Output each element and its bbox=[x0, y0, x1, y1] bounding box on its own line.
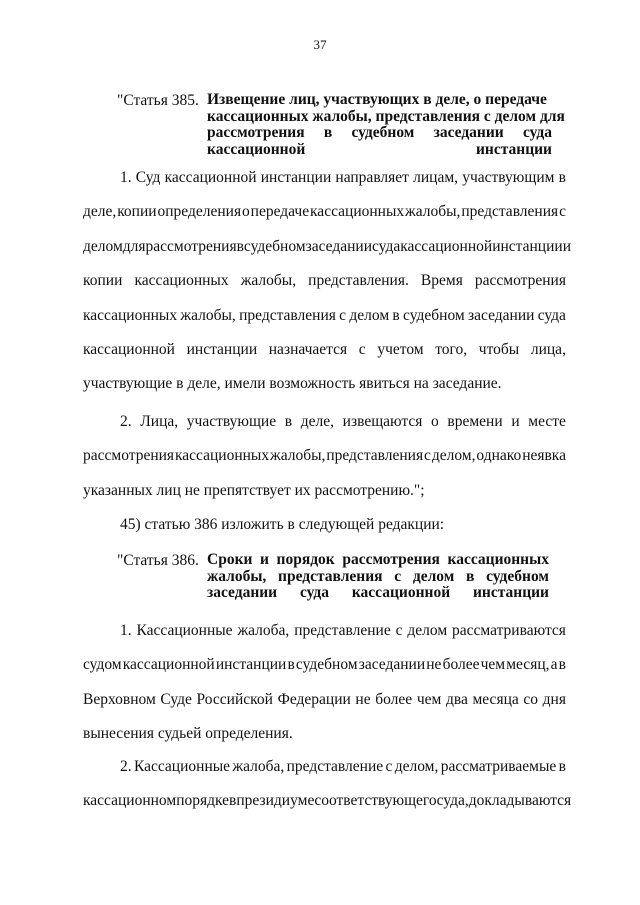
word: неявка bbox=[522, 447, 566, 465]
word: делом bbox=[349, 306, 390, 324]
word: кассационной bbox=[400, 237, 493, 255]
word: со bbox=[523, 690, 539, 708]
word: деле, bbox=[300, 413, 335, 430]
word: о bbox=[431, 413, 439, 430]
word: и bbox=[260, 551, 269, 568]
word: инстанции bbox=[215, 656, 287, 674]
word: суда bbox=[522, 124, 552, 142]
word: инстанции bbox=[186, 341, 258, 359]
word: инстанции bbox=[260, 169, 332, 186]
word: дня bbox=[542, 690, 566, 708]
word: чтобы bbox=[478, 341, 520, 359]
paragraph bbox=[83, 508, 566, 542]
word: кассационной bbox=[122, 656, 215, 674]
word: участвующие bbox=[186, 413, 277, 430]
word: представление bbox=[286, 758, 384, 775]
word: месте bbox=[528, 413, 566, 430]
text-line bbox=[83, 614, 566, 648]
word: лицам, bbox=[413, 169, 459, 186]
word: кассационных bbox=[83, 306, 178, 324]
title-line bbox=[207, 552, 549, 569]
word: направляет bbox=[335, 169, 409, 186]
title-line bbox=[207, 125, 552, 142]
word: кассационном bbox=[83, 792, 177, 810]
word: жалобы, bbox=[270, 447, 326, 465]
word: с bbox=[385, 758, 393, 775]
paragraph bbox=[83, 161, 571, 402]
word: судебном bbox=[486, 567, 549, 585]
text-line: участвующие в деле, имели возможность явиться на заседание. bbox=[83, 375, 502, 393]
word: для bbox=[122, 237, 146, 255]
word: жалобы, bbox=[240, 272, 297, 290]
word: 1. bbox=[120, 622, 132, 639]
word: и bbox=[511, 413, 520, 430]
word: заседании bbox=[358, 656, 426, 674]
text-line bbox=[83, 683, 566, 717]
text-line bbox=[83, 333, 566, 367]
word: судебном bbox=[295, 656, 358, 674]
word: рассматриваются bbox=[452, 622, 566, 639]
word: учетом bbox=[377, 341, 424, 359]
title-line: заседании суда кассационной инстанции bbox=[207, 584, 549, 602]
word: с bbox=[358, 341, 366, 359]
word: жалобы, bbox=[180, 306, 236, 324]
word: судебном bbox=[351, 124, 415, 142]
word: соответствующего bbox=[314, 792, 437, 810]
word: представления bbox=[239, 306, 336, 324]
word: в bbox=[236, 237, 244, 255]
word: Кассационные bbox=[133, 758, 231, 775]
word: представления bbox=[461, 203, 559, 221]
text-line bbox=[83, 264, 566, 298]
word: с bbox=[424, 447, 431, 465]
word: 2. bbox=[120, 758, 132, 775]
word: чем bbox=[416, 690, 442, 708]
word: кассационных bbox=[310, 203, 405, 221]
text-line: 45) статью 386 изложить в следующей редакции: bbox=[120, 516, 445, 533]
text-line bbox=[83, 439, 566, 473]
word: в bbox=[558, 656, 566, 674]
paragraph bbox=[83, 405, 566, 508]
page-number: 37 bbox=[313, 37, 327, 52]
title-line: Извещение лиц, участвующих в деле, о передаче bbox=[207, 91, 547, 108]
word: передаче bbox=[250, 203, 310, 221]
word: с bbox=[394, 567, 402, 585]
word: делом bbox=[407, 622, 448, 639]
text-line bbox=[83, 405, 566, 439]
word: того, bbox=[435, 341, 468, 359]
word: судебном bbox=[243, 237, 306, 255]
text-line bbox=[83, 161, 566, 195]
text-line bbox=[83, 750, 566, 784]
word: месяц, bbox=[506, 656, 550, 674]
word: заседании bbox=[305, 237, 372, 255]
word: не bbox=[355, 690, 371, 708]
word: с bbox=[395, 622, 403, 639]
word: представления. bbox=[308, 272, 409, 290]
word: Кассационные bbox=[136, 622, 233, 639]
word: суда, bbox=[436, 792, 469, 810]
word: делом bbox=[412, 567, 455, 585]
article-label: "Статья 386. bbox=[117, 552, 199, 569]
word: в bbox=[392, 306, 400, 324]
word: президиуме bbox=[236, 792, 315, 810]
word: суда bbox=[372, 237, 401, 255]
word: лица, bbox=[530, 341, 566, 359]
word: рассмотрения bbox=[207, 124, 305, 142]
word: представление bbox=[294, 622, 391, 639]
word: кассационных bbox=[134, 272, 229, 290]
word: рассмотрения bbox=[474, 272, 566, 290]
word: Время bbox=[420, 272, 463, 290]
word: 1. bbox=[120, 169, 132, 186]
article-label: "Статья 385. bbox=[117, 92, 199, 109]
word: Сроки bbox=[207, 551, 253, 568]
word: однако bbox=[476, 447, 522, 465]
word: в bbox=[287, 656, 295, 674]
word: делом, bbox=[431, 447, 476, 465]
word: Российской bbox=[196, 690, 273, 708]
word: определения bbox=[157, 203, 242, 221]
word: рассматриваемые bbox=[440, 758, 557, 775]
text-line bbox=[83, 648, 566, 682]
word: не bbox=[426, 656, 442, 674]
text-line bbox=[83, 784, 572, 818]
word: докладываются bbox=[468, 792, 572, 810]
word: в bbox=[323, 124, 333, 142]
word: времени bbox=[447, 413, 503, 430]
title-line: кассационных жалобы, представления с делом для bbox=[207, 107, 565, 125]
article-title bbox=[207, 91, 565, 159]
word: о bbox=[242, 203, 250, 221]
word: суда bbox=[537, 306, 566, 324]
word: копии bbox=[83, 272, 123, 290]
word: порядок bbox=[276, 551, 335, 568]
paragraph bbox=[83, 614, 566, 752]
word: делом bbox=[83, 237, 123, 255]
word: 2. bbox=[120, 413, 132, 430]
word: рассмотрения bbox=[83, 447, 175, 465]
word: кассационных bbox=[174, 447, 270, 465]
word: с bbox=[339, 306, 347, 324]
word: копии bbox=[117, 203, 157, 221]
word: и bbox=[562, 237, 571, 255]
article-title bbox=[207, 552, 549, 602]
word: жалоба, bbox=[232, 758, 285, 775]
word: жалобы, bbox=[405, 203, 461, 221]
word: Суд bbox=[135, 169, 161, 186]
text-line: указанных лиц не препятствует их рассмотрению."; bbox=[83, 481, 425, 499]
word: судом bbox=[83, 656, 122, 674]
title-line bbox=[207, 569, 549, 586]
text-line: вынесения судьей определения. bbox=[83, 725, 293, 743]
word: кассационной bbox=[83, 341, 175, 359]
word: чем bbox=[480, 656, 506, 674]
word: с bbox=[559, 203, 566, 221]
word: жалоба, bbox=[237, 622, 290, 639]
word: судебном bbox=[403, 306, 465, 324]
word: рассмотрения bbox=[342, 551, 440, 568]
word: месяца bbox=[472, 690, 519, 708]
word: представления bbox=[326, 447, 424, 465]
word: назначается bbox=[268, 341, 348, 359]
word: инстанции bbox=[492, 237, 563, 255]
word: кассационной bbox=[164, 169, 257, 186]
word: в bbox=[466, 567, 475, 585]
word: деле, bbox=[83, 203, 117, 221]
word: Верховном bbox=[83, 690, 156, 708]
word: два bbox=[445, 690, 468, 708]
word: порядке bbox=[176, 792, 230, 810]
word: Суде bbox=[160, 690, 192, 708]
title-line: кассационной инстанции bbox=[207, 141, 552, 159]
word: Федерации bbox=[277, 690, 351, 708]
word: рассмотрения bbox=[145, 237, 237, 255]
text-line bbox=[83, 230, 571, 264]
word: заседании bbox=[433, 124, 504, 142]
word: более bbox=[442, 656, 480, 674]
word: более bbox=[375, 690, 413, 708]
word: извещаются bbox=[342, 413, 423, 430]
word: кассационных bbox=[447, 551, 549, 568]
word: представления bbox=[278, 567, 383, 585]
word: заседании bbox=[468, 306, 535, 324]
text-line bbox=[83, 299, 566, 333]
word: жалобы, bbox=[207, 567, 267, 585]
word: в bbox=[558, 758, 566, 775]
word: участвующим bbox=[462, 169, 555, 186]
word: Лица, bbox=[140, 413, 179, 430]
word: а bbox=[550, 656, 558, 674]
paragraph bbox=[83, 750, 572, 819]
word: в bbox=[229, 792, 237, 810]
word: в bbox=[284, 413, 293, 430]
word: делом, bbox=[394, 758, 439, 775]
word: в bbox=[558, 169, 566, 186]
text-line bbox=[83, 195, 566, 229]
